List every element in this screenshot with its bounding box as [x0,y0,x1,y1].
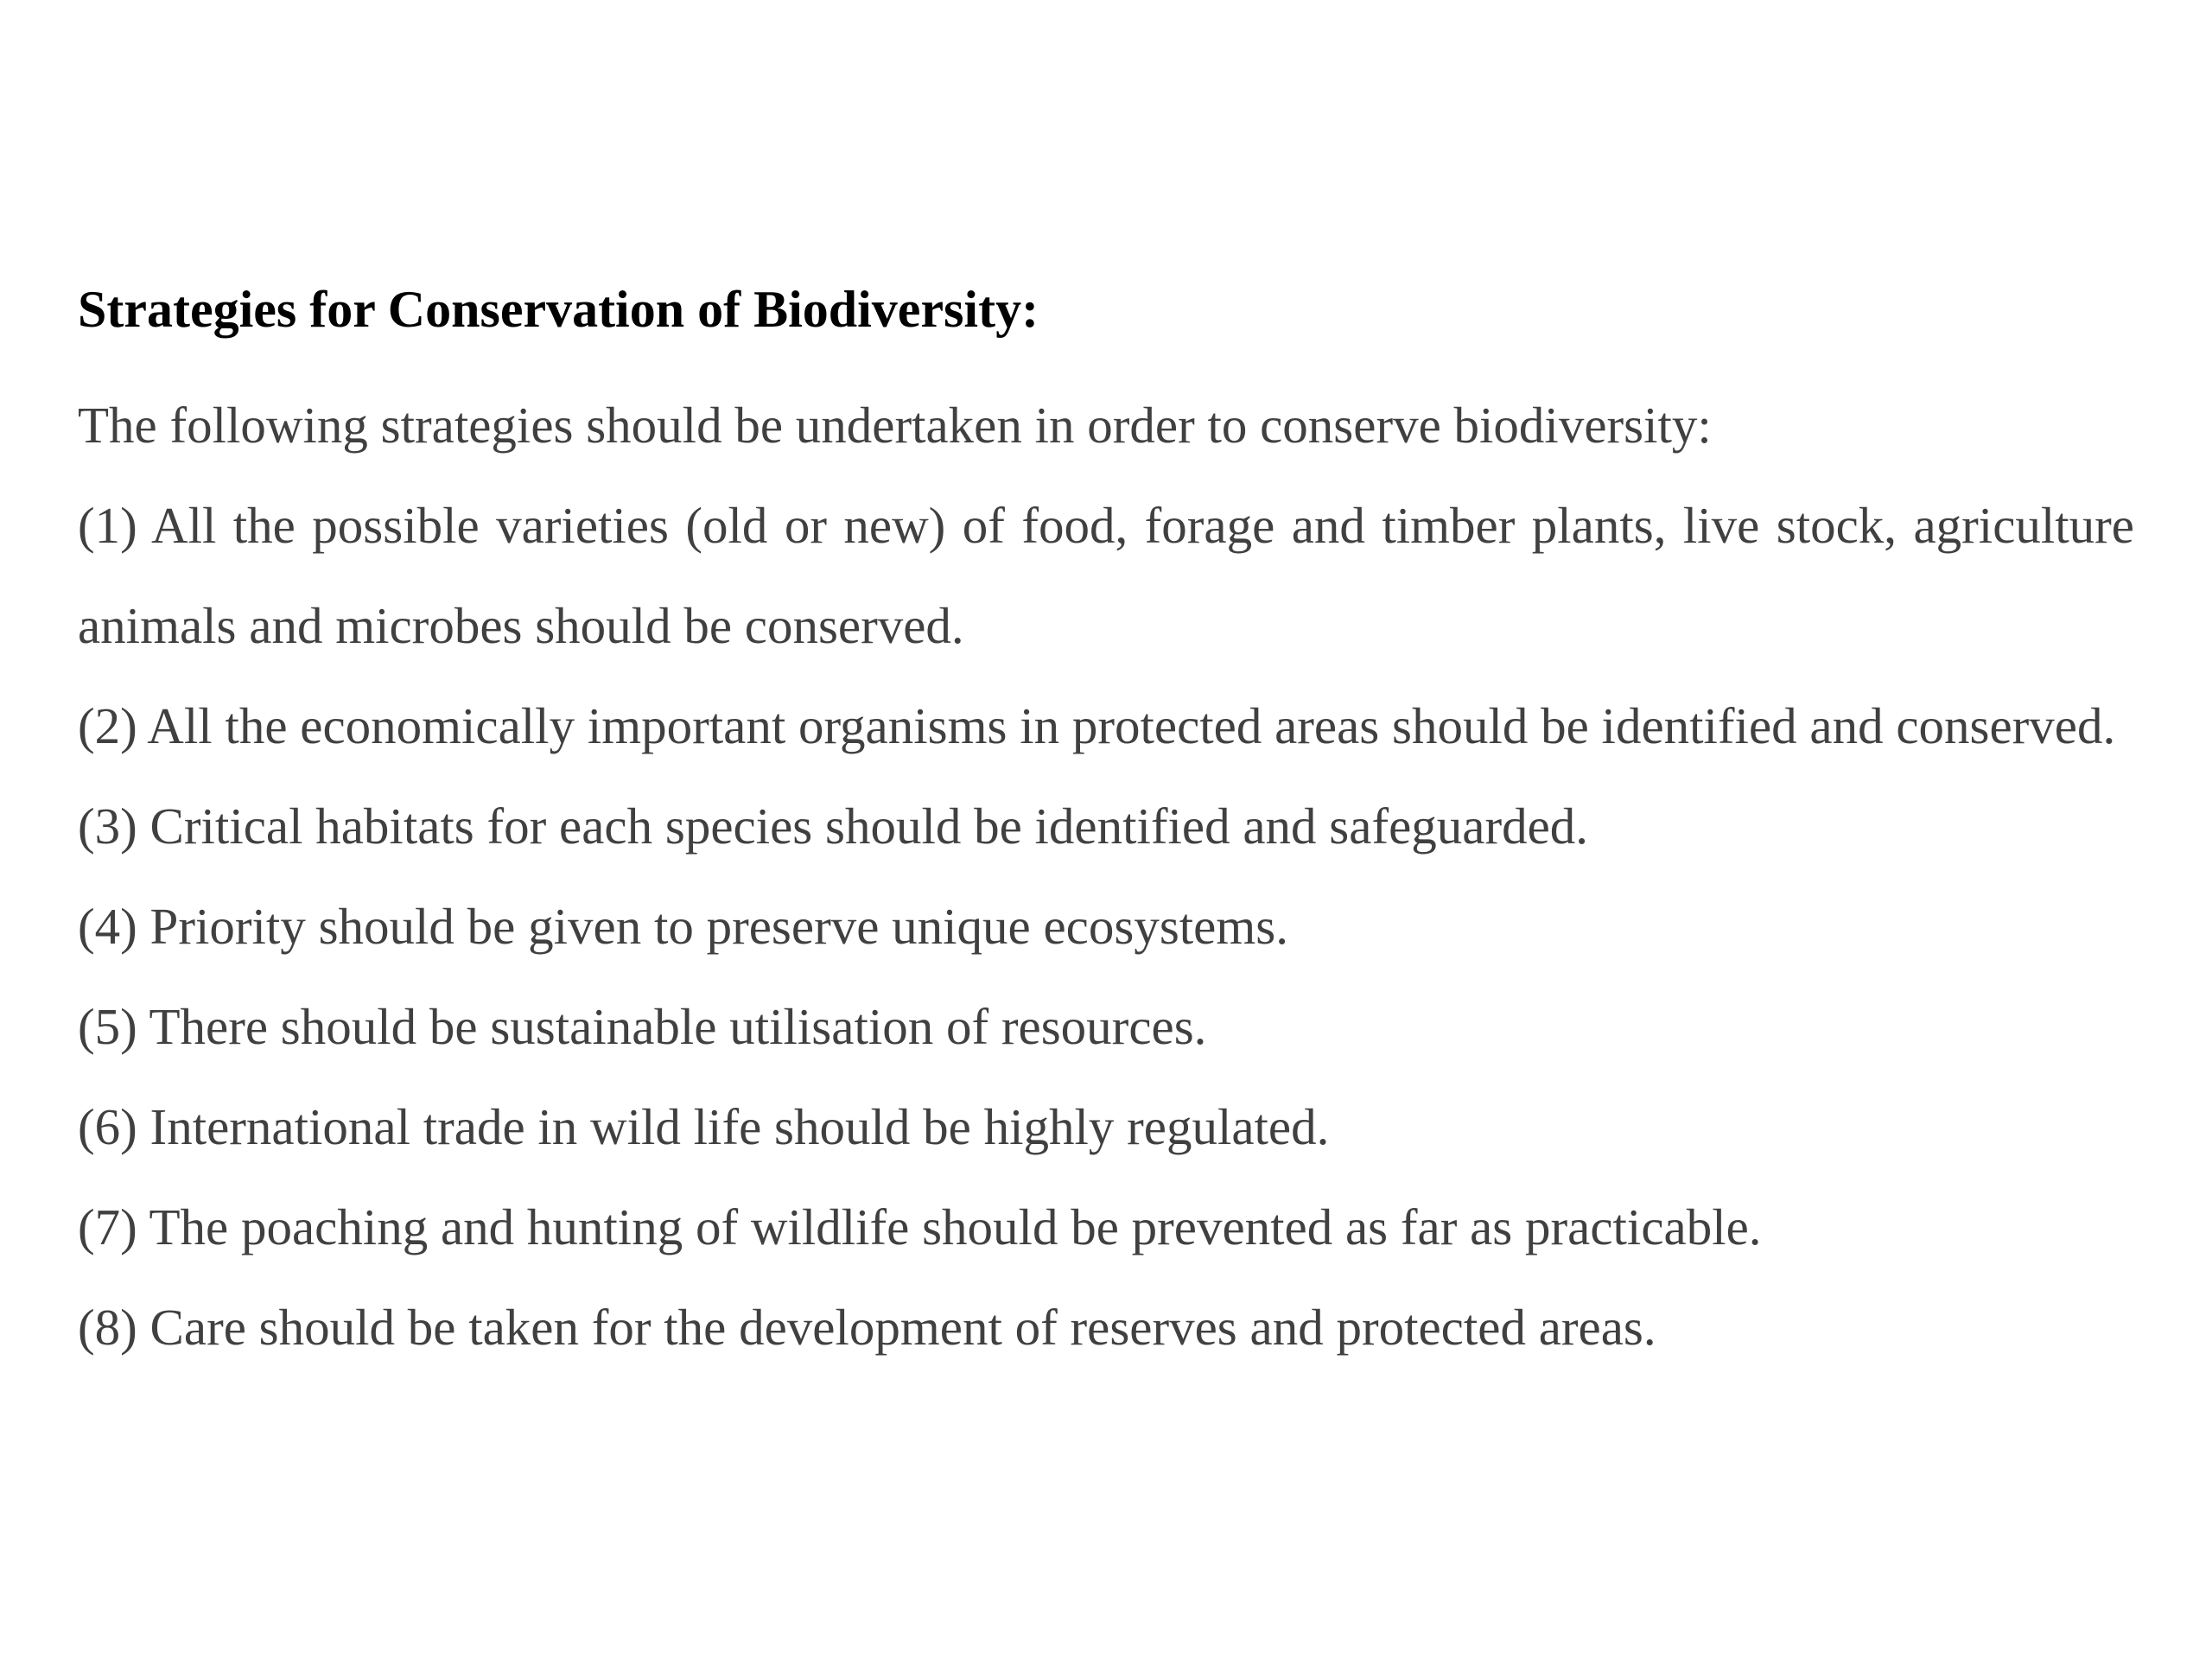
strategy-item-3: (3) Critical habitats for each species should be identified and safeguarded. [78,798,1589,855]
strategy-item-1: (1) All the possible varieties (old or new) of food, forage and timber plants, live stock, agriculture animals and microbes should be conserved. [78,497,2134,654]
strategy-item-5: (5) There should be sustainable utilisation of resources. [78,998,1207,1055]
strategy-item-7: (7) The poaching and hunting of wildlife should be prevented as far as practicable. [78,1198,1762,1255]
strategy-item-4: (4) Priority should be given to preserve unique ecosystems. [78,898,1288,955]
strategy-item-8: (8) Care should be taken for the development of reserves and protected areas. [78,1299,1656,1356]
strategy-item-2: (2) All the economically important organisms in protected areas should be identified and conserved. [78,697,2116,754]
document-heading: Strategies for Conservation of Biodiversity: [78,281,1039,338]
document-body [78,275,2134,1377]
intro-paragraph: The following strategies should be undertaken in order to conserve biodiversity: [78,397,1712,454]
strategy-item-6: (6) International trade in wild life should be highly regulated. [78,1098,1330,1155]
